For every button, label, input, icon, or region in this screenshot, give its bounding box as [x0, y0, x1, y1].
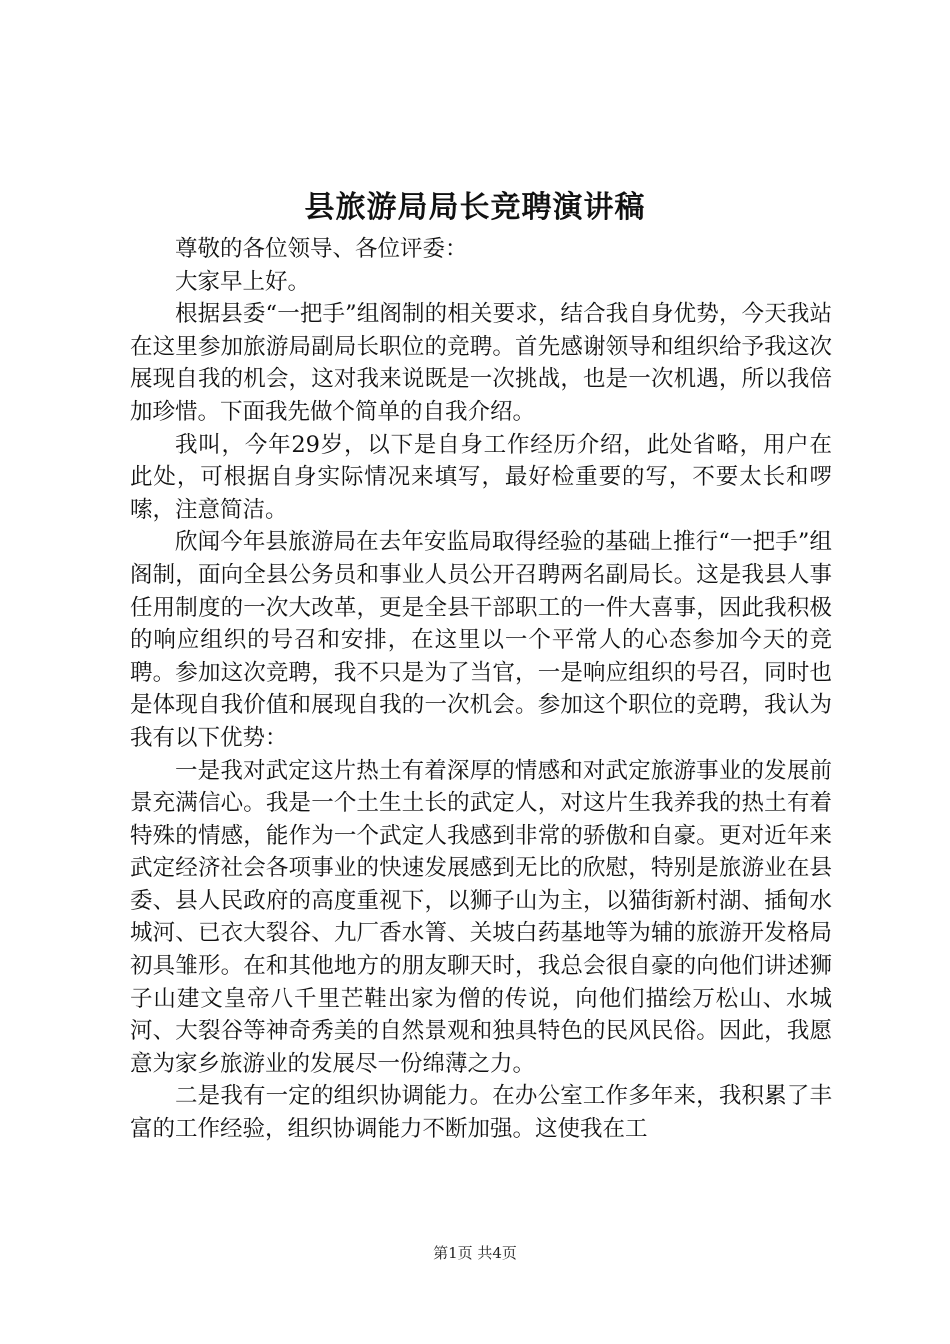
paragraph-advantage-two: 二是我有一定的组织协调能力。在办公室工作多年来，我积累了丰富的工作经验，组织协调能力不断加强。这使我在工 — [130, 1083, 832, 1143]
paragraph-self-intro: 我叫，今年29岁，以下是自身工作经历介绍，此处省略，用户在此处，可根据自身实际情况来填写，最好检重要的写，不要太长和啰嗦，注意简洁。 — [130, 431, 832, 523]
document-title: 县旅游局局长竞聘演讲稿 — [304, 190, 646, 225]
paragraph-intro: 根据县委“一把手”组阁制的相关要求，结合我自身优势，今天我站在这里参加旅游局副局长职位的竞聘。首先感谢领导和组织给予我这次展现自我的机会，这对我来说既是一次挑战，也是一次机遇，所以我倍加珍惜。下面我先做个简单的自我介绍。 — [130, 301, 832, 425]
paragraph-motivation: 欣闻今年县旅游局在去年安监局取得经验的基础上推行“一把手”组阁制，面向全县公务员和事业人员公开召聘两名副局长。这是我县人事任用制度的一次大改革，更是全县干部职工的一件大喜事，因此我积极的响应组织的号召和安排，在这里以一个平常人的心态参加今天的竞聘。参加这次竞聘，我不只是为了当官，一是响应组织的号召，同时也是体现自我价值和展现自我的一次机会。参加这个职位的竞聘，我认为我有以下优势： — [130, 529, 832, 751]
greeting: 大家早上好。 — [175, 268, 311, 295]
document-body — [130, 233, 832, 1146]
paragraph-advantage-one: 一是我对武定这片热土有着深厚的情感和对武定旅游事业的发展前景充满信心。我是一个土生土长的武定人，对这片生我养我的热土有着特殊的情感，能作为一个武定人我感到非常的骄傲和自豪。更对近年来武定经济社会各项事业的快速发展感到无比的欣慰，特别是旅游业在县委、县人民政府的高度重视下，以狮子山为主，以猫街新村湖、插甸水城河、已衣大裂谷、九厂香水箐、关坡白药基地等为辅的旅游开发格局初具雏形。在和其他地方的朋友聊天时，我总会很自豪的向他们讲述狮子山建文皇帝八千里芒鞋出家为僧的传说，向他们描绘万松山、水城河、大裂谷等神奇秀美的自然景观和独具特色的民风民俗。因此，我愿意为家乡旅游业的发展尽一份绵薄之力。 — [130, 757, 832, 1077]
salutation: 尊敬的各位领导、各位评委： — [175, 236, 468, 262]
page-footer: 第1页 共4页 — [433, 1244, 517, 1262]
